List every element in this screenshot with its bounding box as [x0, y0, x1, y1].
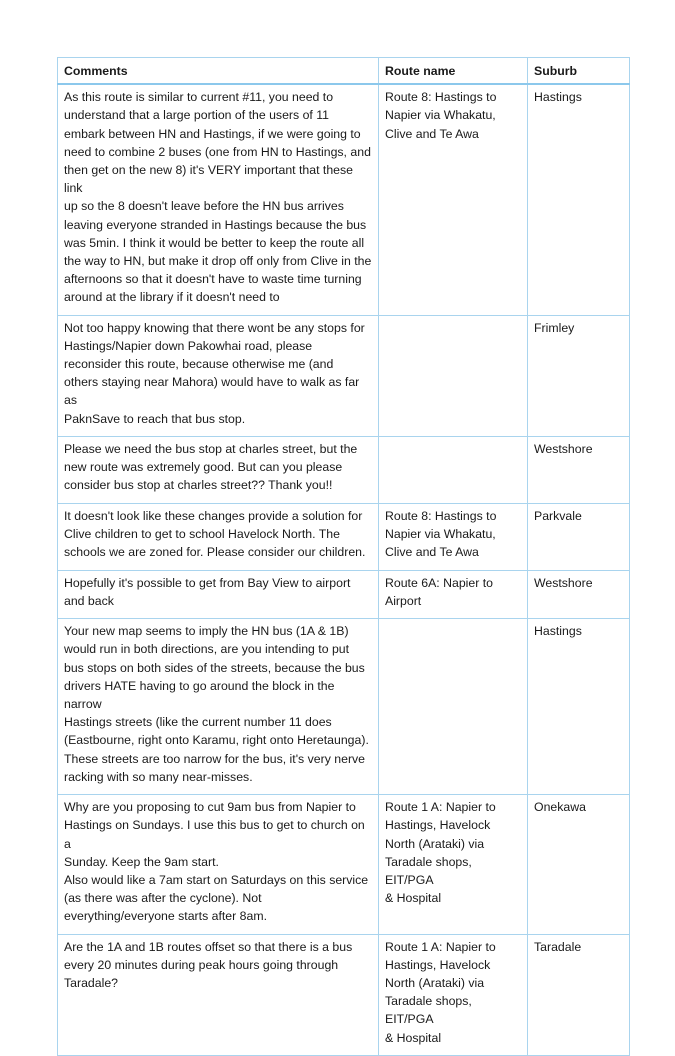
route-name-cell: Route 8: Hastings to Napier via Whakatu, Clive and Te Awa [379, 84, 528, 315]
suburb-cell: Westshore [528, 436, 630, 503]
suburb-cell: Hastings [528, 84, 630, 315]
comment-cell: As this route is similar to current #11, you need to understand that a large portion of the users of 11 embark between HN and Hastings, if we were going to need to combine 2 buses (one from HN to Hastings, and then get on the new 8) it's VERY important that these link up so the 8 doesn't leave before the HN bus arrives leaving everyone stranded in Hastings because the bus was 5min. I think it would be better to keep the route all the way to HN, but make it drop off only from Clive in the afternoons so that it doesn't have to waste time turning around at the library if it doesn't need to [58, 84, 379, 315]
suburb-cell: Westshore [528, 570, 630, 618]
table-row [58, 436, 630, 503]
comment-cell: Not too happy knowing that there wont be any stops for Hastings/Napier down Pakowhai road, please reconsider this route, because otherwise me (and others staying near Mahora) would have to walk as far as PaknSave to reach that bus stop. [58, 315, 379, 436]
route-name-cell [379, 436, 528, 503]
comment-cell: Your new map seems to imply the HN bus (1A & 1B) would run in both directions, are you intending to put bus stops on both sides of the streets, because the bus drivers HATE having to go around the block in the narrow Hastings streets (like the current number 11 does (Eastbourne, right onto Karamu, right onto Heretaunga). These streets are too narrow for the bus, it's very nerve racking with so many near-misses. [58, 619, 379, 795]
table-row [58, 570, 630, 618]
comment-cell: Please we need the bus stop at charles street, but the new route was extremely good. But can you please consider bus stop at charles street?? Thank you!! [58, 436, 379, 503]
table-row [58, 619, 630, 795]
comment-cell: Are the 1A and 1B routes offset so that there is a bus every 20 minutes during peak hours going through Taradale? [58, 934, 379, 1055]
header-route-name: Route name [379, 58, 528, 85]
table-row [58, 795, 630, 934]
comment-cell: Why are you proposing to cut 9am bus from Napier to Hastings on Sundays. I use this bus to get to church on a Sunday. Keep the 9am start. Also would like a 7am start on Saturdays on this service (as there was after the cyclone). Not everything/everyone starts after 8am. [58, 795, 379, 934]
route-name-cell: Route 8: Hastings to Napier via Whakatu, Clive and Te Awa [379, 503, 528, 570]
table-row [58, 84, 630, 315]
comment-cell: It doesn't look like these changes provide a solution for Clive children to get to school Havelock North. The schools we are zoned for. Please consider our children. [58, 503, 379, 570]
route-name-cell [379, 315, 528, 436]
comment-cell: Hopefully it's possible to get from Bay View to airport and back [58, 570, 379, 618]
suburb-cell: Taradale [528, 934, 630, 1055]
suburb-cell: Hastings [528, 619, 630, 795]
header-suburb: Suburb [528, 58, 630, 85]
route-name-cell: Route 1 A: Napier to Hastings, Havelock North (Arataki) via Taradale shops, EIT/PGA & Hospital [379, 795, 528, 934]
table-row [58, 315, 630, 436]
table-row [58, 934, 630, 1055]
suburb-cell: Onekawa [528, 795, 630, 934]
header-comments: Comments [58, 58, 379, 85]
comments-table [57, 57, 630, 1056]
suburb-cell: Frimley [528, 315, 630, 436]
header-row [58, 58, 630, 85]
route-name-cell: Route 1 A: Napier to Hastings, Havelock North (Arataki) via Taradale shops, EIT/PGA & Hospital [379, 934, 528, 1055]
route-name-cell: Route 6A: Napier to Airport [379, 570, 528, 618]
suburb-cell: Parkvale [528, 503, 630, 570]
table-row [58, 503, 630, 570]
route-name-cell [379, 619, 528, 795]
